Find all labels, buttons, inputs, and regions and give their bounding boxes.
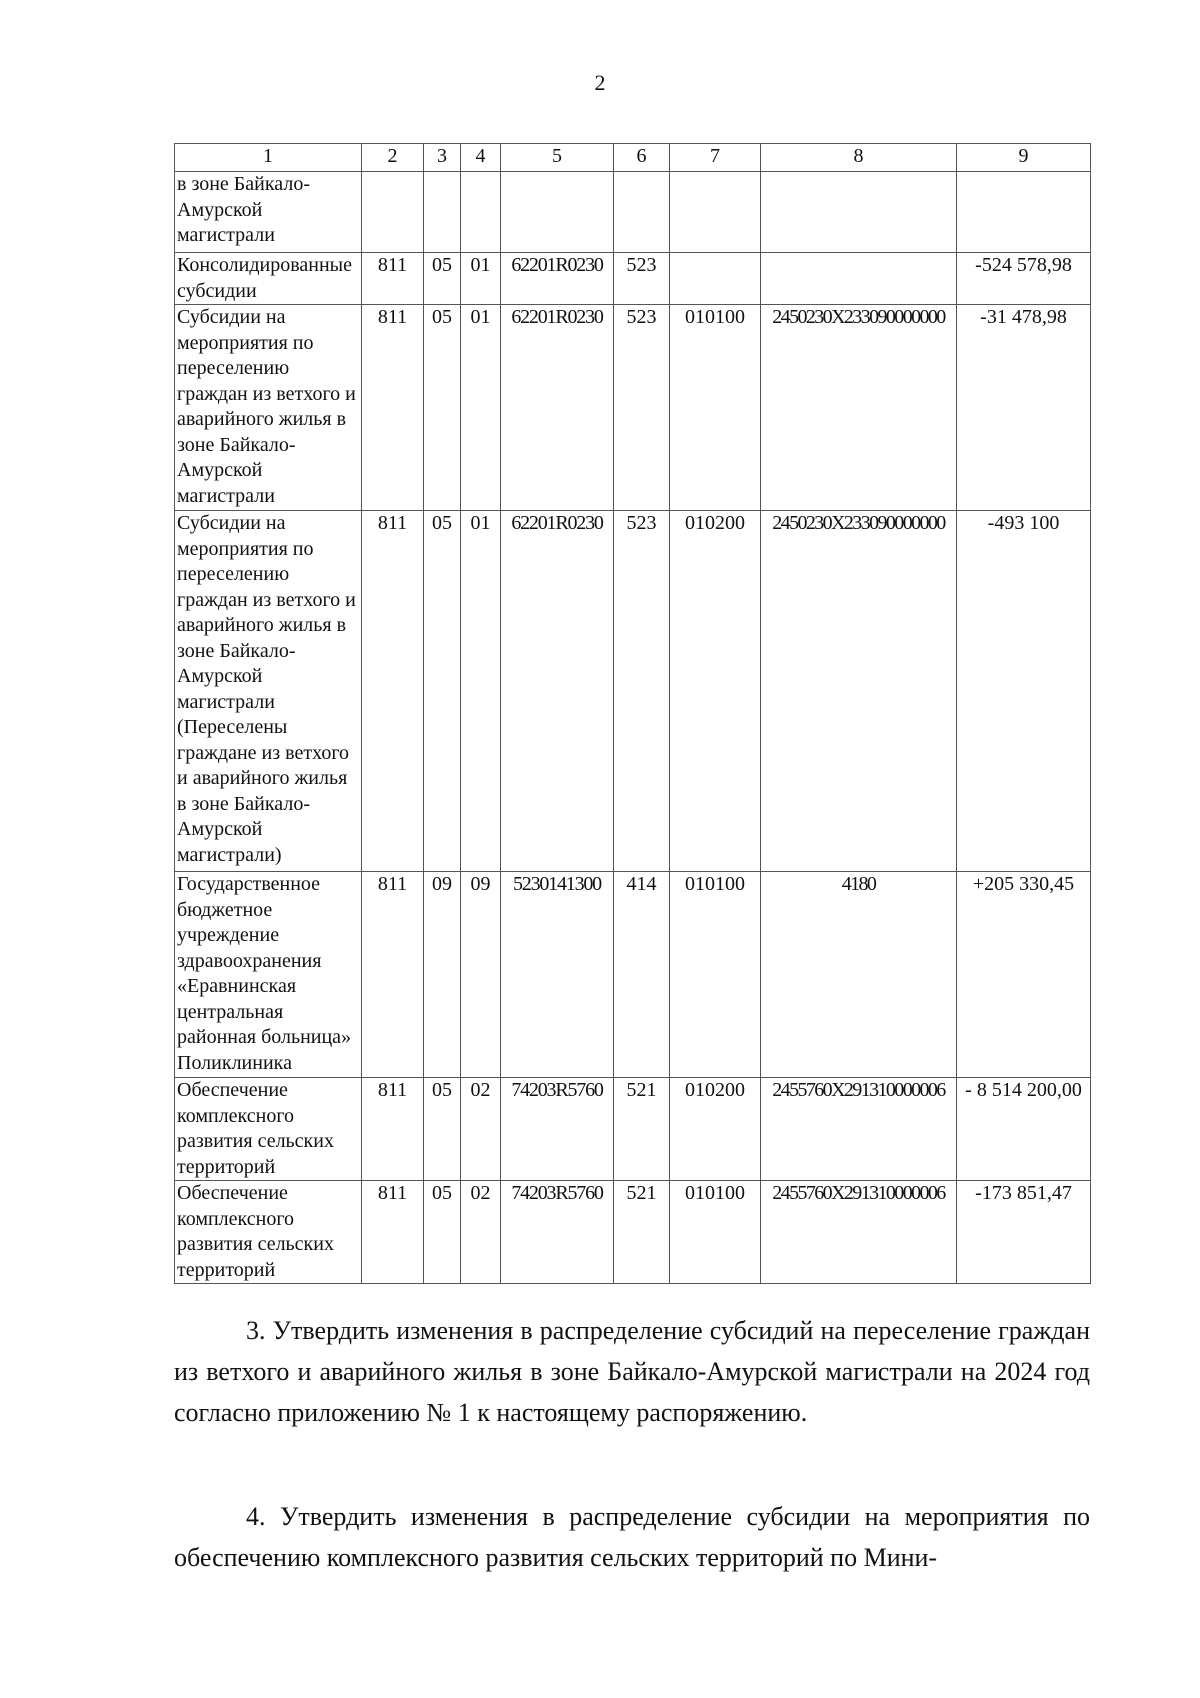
- table-cell: 010200: [670, 511, 761, 872]
- table-cell: 2450230Х233090000000: [761, 511, 957, 872]
- table-cell: 02: [461, 1181, 501, 1284]
- page-number: 2: [594, 70, 606, 95]
- table-cell: 09: [461, 872, 501, 1078]
- table-cell-name: Субсидии на мероприятия по переселению граждан из ветхого и аварийного жилья в зоне Байкало-Амурской магистрали (Переселены граждане из ветхого и аварийного жилья в зоне Байкало-Амурской магистрали): [175, 511, 362, 872]
- table-header-row: [175, 144, 1091, 172]
- table-cell: 62201R0230: [501, 511, 614, 872]
- table-cell: 811: [362, 1181, 424, 1284]
- table-cell-amount: -173 851,47: [957, 1181, 1091, 1284]
- table-cell: 09: [424, 872, 461, 1078]
- table-cell-amount: -31 478,98: [957, 305, 1091, 511]
- paragraph-4: 4. Утвердить изменения в распределение субсидии на мероприятия по обеспечению комплексного развития сельских территорий по Мини-: [174, 1502, 1090, 1572]
- table-cell: 811: [362, 1078, 424, 1181]
- table-cell: 01: [461, 511, 501, 872]
- table-row: [175, 872, 1091, 1078]
- table-cell: 5230141300: [501, 872, 614, 1078]
- column-header: 6: [614, 144, 670, 172]
- column-header: 9: [957, 144, 1091, 172]
- table-cell: 4180: [761, 872, 957, 1078]
- table-cell: [501, 172, 614, 253]
- table-cell-amount: [957, 172, 1091, 253]
- table-cell: 521: [614, 1181, 670, 1284]
- table-row: [175, 511, 1091, 872]
- table-cell: 74203R5760: [501, 1181, 614, 1284]
- table-cell-name: Государственное бюджетное учреждение здравоохранения «Еравнинская центральная районная больница» Поликлиника: [175, 872, 362, 1078]
- table-cell: [761, 253, 957, 305]
- table-cell: 010100: [670, 1181, 761, 1284]
- column-header: 3: [424, 144, 461, 172]
- table-cell-name: Консолидированные субсидии: [175, 253, 362, 305]
- table-row: [175, 253, 1091, 305]
- table-cell: 010100: [670, 872, 761, 1078]
- column-header: 1: [175, 144, 362, 172]
- table-cell: 62201R0230: [501, 253, 614, 305]
- table-cell: 010200: [670, 1078, 761, 1181]
- table-cell: [424, 172, 461, 253]
- table-cell: [761, 172, 957, 253]
- column-header: 4: [461, 144, 501, 172]
- column-header: 5: [501, 144, 614, 172]
- table-cell: 05: [424, 253, 461, 305]
- table-cell: 01: [461, 305, 501, 511]
- table-cell-name: в зоне Байкало-Амурской магистрали: [175, 172, 362, 253]
- table-cell: 010100: [670, 305, 761, 511]
- table-cell: 2450230Х233090000000: [761, 305, 957, 511]
- table-cell: [614, 172, 670, 253]
- table-cell: 01: [461, 253, 501, 305]
- table-cell: 05: [424, 1181, 461, 1284]
- table-cell: 2455760Х291310000006: [761, 1181, 957, 1284]
- column-header: 8: [761, 144, 957, 172]
- table-cell-name: Обеспечение комплексного развития сельских территорий: [175, 1078, 362, 1181]
- table-cell-amount: -524 578,98: [957, 253, 1091, 305]
- table-cell: 523: [614, 305, 670, 511]
- table-cell: 523: [614, 253, 670, 305]
- column-header: 2: [362, 144, 424, 172]
- table-cell: 811: [362, 511, 424, 872]
- table-row: [175, 1181, 1091, 1284]
- paragraph-3: 3. Утвердить изменения в распределение субсидий на переселение граждан из ветхого и аварийного жилья в зоне Байкало-Амурской магистрали на 2024 год согласно приложению № 1 к настоящему распоряжению.: [174, 1316, 1090, 1427]
- table-cell-name: Субсидии на мероприятия по переселению граждан из ветхого и аварийного жилья в зоне Байкало-Амурской магистрали: [175, 305, 362, 511]
- table-cell-amount: - 8 514 200,00: [957, 1078, 1091, 1181]
- table-cell-name: Обеспечение комплексного развития сельских территорий: [175, 1181, 362, 1284]
- table-cell: 02: [461, 1078, 501, 1181]
- table-cell: 811: [362, 253, 424, 305]
- table-cell: 05: [424, 1078, 461, 1181]
- table-cell: 62201R0230: [501, 305, 614, 511]
- table-cell: [362, 172, 424, 253]
- table-cell: [670, 172, 761, 253]
- column-header: 7: [670, 144, 761, 172]
- table-cell: 414: [614, 872, 670, 1078]
- table-row: [175, 305, 1091, 511]
- table-cell: 74203R5760: [501, 1078, 614, 1181]
- budget-changes-table: [174, 143, 1091, 1284]
- table-cell: [461, 172, 501, 253]
- table-cell-amount: +205 330,45: [957, 872, 1091, 1078]
- table-cell: 05: [424, 305, 461, 511]
- table-cell: 05: [424, 511, 461, 872]
- table-cell: 523: [614, 511, 670, 872]
- table-cell-amount: -493 100: [957, 511, 1091, 872]
- table-cell: 521: [614, 1078, 670, 1181]
- table-row: [175, 172, 1091, 253]
- table-cell: [670, 253, 761, 305]
- table-cell: 811: [362, 305, 424, 511]
- table-cell: 811: [362, 872, 424, 1078]
- table-row: [175, 1078, 1091, 1181]
- table-cell: 2455760Х291310000006: [761, 1078, 957, 1181]
